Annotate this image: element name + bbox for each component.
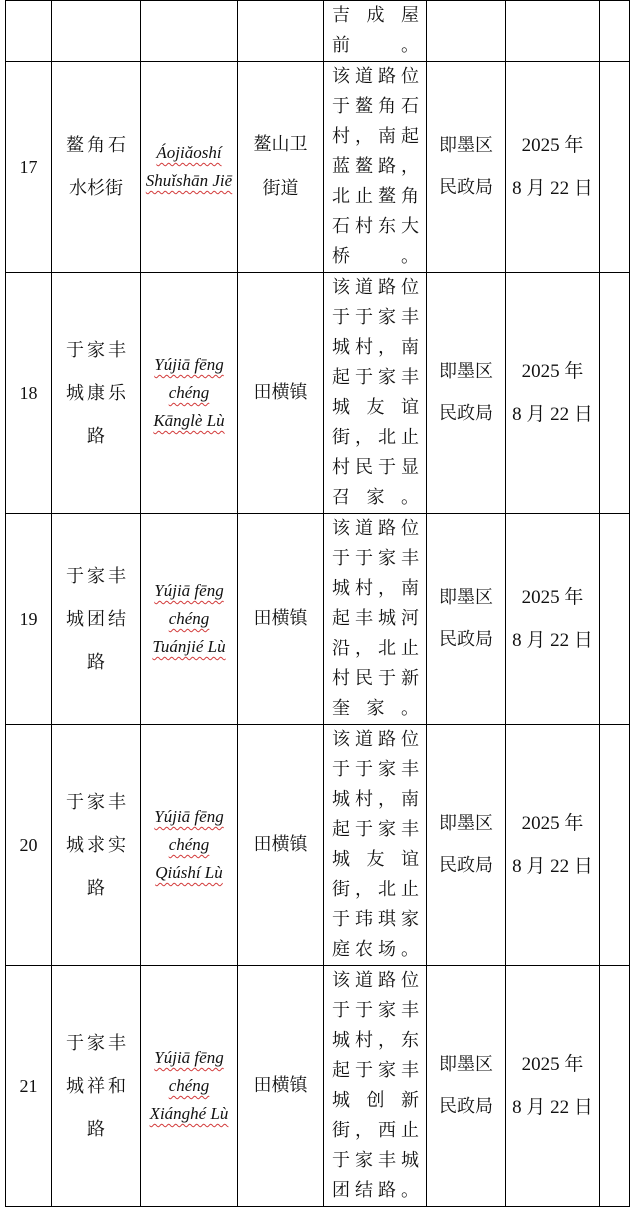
pinyin-cell	[141, 966, 238, 1207]
description-cell	[324, 514, 427, 725]
date-year: 2025 年	[521, 1054, 584, 1075]
approver-cell	[427, 273, 506, 514]
approver-name: 即墨区民政局	[439, 813, 493, 876]
approver-name: 即墨区民政局	[439, 361, 493, 424]
date-day: 8 月 22 日	[512, 630, 593, 651]
district-name: 鳌山卫街道	[253, 134, 308, 199]
date-day: 8 月 22 日	[512, 1097, 593, 1118]
pinyin-line: Yújiā fēng	[154, 355, 224, 374]
pinyin-line: Tuánjié Lù	[152, 637, 226, 656]
description-cell	[324, 1, 427, 62]
road-name-cell	[52, 966, 141, 1207]
description-cell	[324, 62, 427, 273]
description-text: 该道路位于于家丰城村，东起于家丰城创新街，西止于家丰城团结路。	[332, 970, 420, 1201]
date-cell	[506, 514, 600, 725]
pinyin-cell	[141, 273, 238, 514]
remark-cell	[600, 966, 630, 1207]
pinyin-line: Yújiā fēng	[154, 1048, 224, 1067]
date-cell	[506, 62, 600, 273]
road-name-cell	[52, 725, 141, 966]
date-cell	[506, 1, 600, 62]
district-name: 田横镇	[253, 1075, 308, 1096]
date-cell	[506, 725, 600, 966]
pinyin-cell	[141, 725, 238, 966]
pinyin-line: Yújiā fēng	[154, 807, 224, 826]
road-name: 鳌角石水杉街	[66, 135, 126, 199]
road-name-cell	[52, 514, 141, 725]
number-cell: 17	[6, 62, 52, 273]
road-name: 于家丰城团结路	[66, 565, 126, 673]
pinyin-line: Yújiā fēng	[154, 581, 224, 600]
road-name: 于家丰城祥和路	[66, 1032, 126, 1140]
table-row	[6, 62, 630, 273]
description-cell	[324, 966, 427, 1207]
pinyin-line: Xiánghé Lù	[149, 1104, 229, 1123]
road-name-cell	[52, 273, 141, 514]
road-name-cell	[52, 62, 141, 273]
description-cell	[324, 725, 427, 966]
date-year: 2025 年	[521, 587, 584, 608]
approver-cell	[427, 514, 506, 725]
pinyin-line: chéng	[168, 383, 210, 402]
approver-cell	[427, 966, 506, 1207]
approver-name: 即墨区民政局	[439, 135, 493, 198]
district-cell	[238, 1, 324, 62]
remark-cell	[600, 725, 630, 966]
pinyin-line: chéng	[168, 835, 210, 854]
pinyin-line: Qiúshí Lù	[155, 863, 223, 882]
date-year: 2025 年	[521, 813, 584, 834]
district-cell	[238, 966, 324, 1207]
number-cell: 19	[6, 514, 52, 725]
table-row	[6, 725, 630, 966]
date-day: 8 月 22 日	[512, 856, 593, 877]
approver-cell	[427, 62, 506, 273]
pinyin-cell	[141, 1, 238, 62]
approver-cell	[427, 725, 506, 966]
description-cell	[324, 273, 427, 514]
district-name: 田横镇	[253, 608, 308, 629]
description-text: 吉成屋前。	[332, 5, 420, 56]
remark-cell	[600, 1, 630, 62]
description-text: 该道路位于鳌角石村，南起蓝鳌路，北止鳌角石村东大桥。	[332, 66, 420, 267]
pinyin-line: Shuǐshān Jiē	[145, 171, 233, 190]
date-day: 8 月 22 日	[512, 178, 593, 199]
table-row	[6, 514, 630, 725]
description-text: 该道路位于于家丰城村，南起于家丰城友谊街，北止于玮琪家庭农场。	[332, 729, 420, 960]
remark-cell	[600, 514, 630, 725]
number-cell	[6, 1, 52, 62]
date-cell	[506, 273, 600, 514]
district-name: 田横镇	[253, 834, 308, 855]
number-cell: 21	[6, 966, 52, 1207]
table-row	[6, 273, 630, 514]
pinyin-line: Áojiǎoshí	[156, 143, 222, 162]
approver-name: 即墨区民政局	[439, 587, 493, 650]
district-name: 田横镇	[253, 382, 308, 403]
remark-cell	[600, 62, 630, 273]
date-cell	[506, 966, 600, 1207]
pinyin-cell	[141, 62, 238, 273]
district-cell	[238, 514, 324, 725]
date-day: 8 月 22 日	[512, 404, 593, 425]
description-text: 该道路位于于家丰城村，南起丰城河沿，北止村民于新奎家。	[332, 518, 420, 719]
remark-cell	[600, 273, 630, 514]
number-cell: 20	[6, 725, 52, 966]
description-text: 该道路位于于家丰城村，南起于家丰城友谊街，北止村民于显召家。	[332, 277, 420, 508]
district-cell	[238, 725, 324, 966]
pinyin-line: chéng	[168, 609, 210, 628]
approver-cell	[427, 1, 506, 62]
road-name: 于家丰城求实路	[66, 791, 126, 899]
date-year: 2025 年	[521, 361, 584, 382]
road-name: 于家丰城康乐路	[66, 339, 126, 447]
road-name-cell	[52, 1, 141, 62]
pinyin-line: Kānglè Lù	[153, 411, 225, 430]
table-row-continued	[6, 1, 630, 62]
number-cell: 18	[6, 273, 52, 514]
pinyin-cell	[141, 514, 238, 725]
district-cell	[238, 62, 324, 273]
approver-name: 即墨区民政局	[439, 1054, 493, 1117]
pinyin-line: chéng	[168, 1076, 210, 1095]
district-cell	[238, 273, 324, 514]
road-naming-table	[5, 0, 630, 1207]
date-year: 2025 年	[521, 135, 584, 156]
table-row	[6, 966, 630, 1207]
